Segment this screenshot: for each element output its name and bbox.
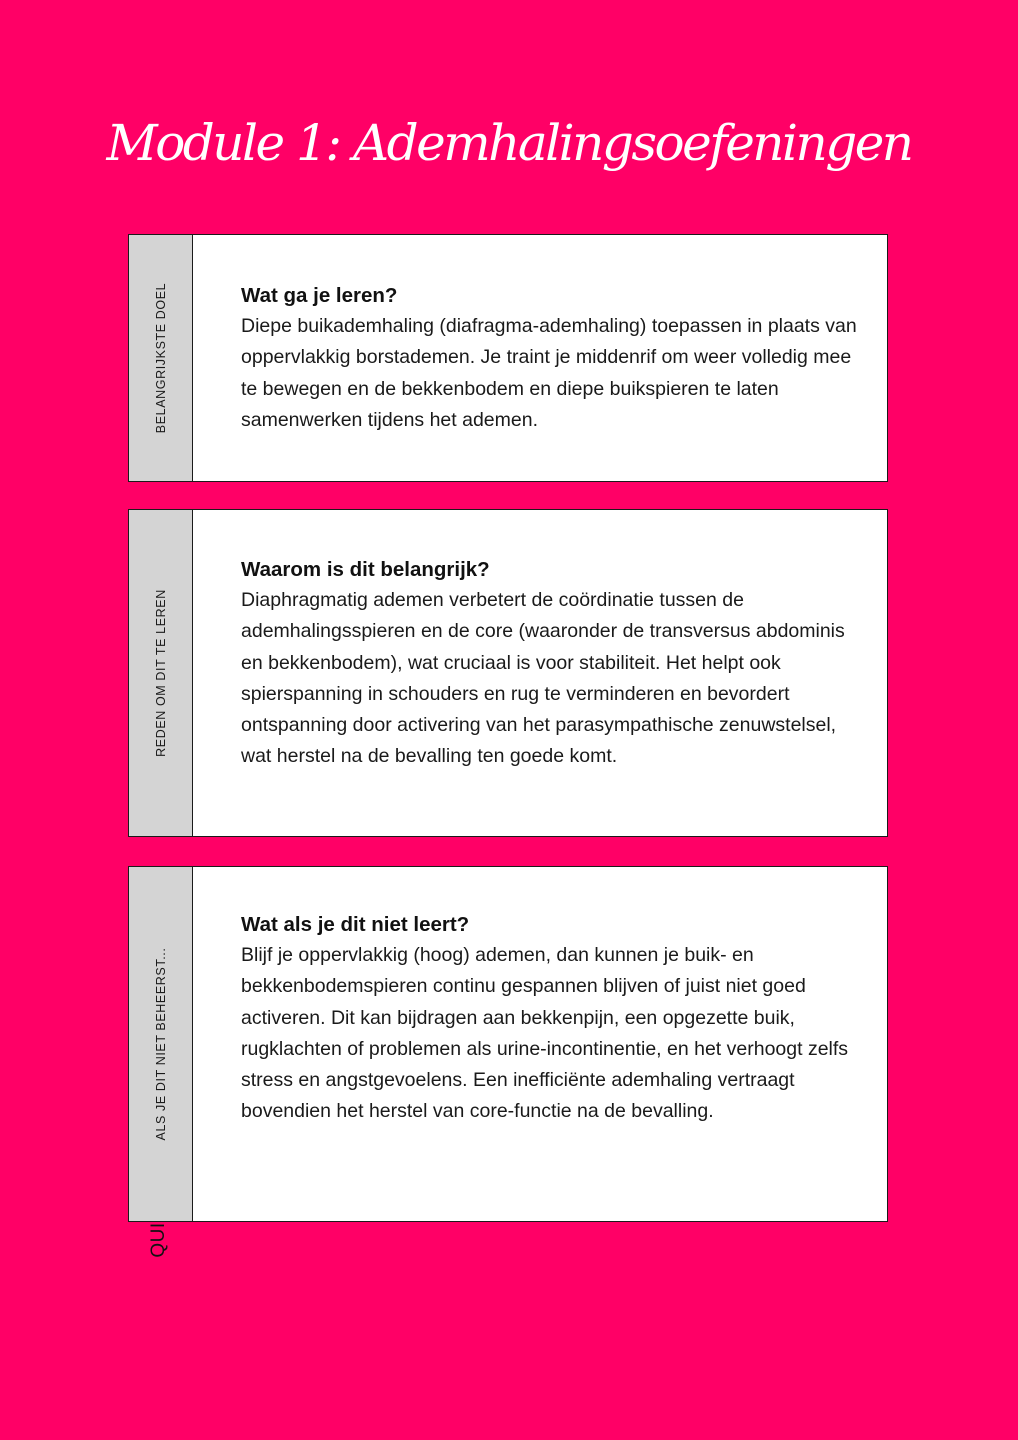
info-card-main-goal (128, 234, 888, 482)
info-card-consequences (128, 866, 888, 1222)
card-side-label: ALS JE DIT NIET BEHEERST... (154, 947, 168, 1141)
card-content (241, 909, 863, 1128)
card-side-tab (129, 510, 193, 836)
page-title: Module 1: Ademhalingsoefeningen (106, 114, 912, 172)
card-body-text: Diepe buikademhaling (diafragma-ademhaling) toepassen in plaats van oppervlakkig borstademen. Je traint je middenrif om weer volledig mee te bewegen en de bekkenbodem en diepe buikspieren te laten samenwerken tijdens het ademen. (241, 315, 857, 431)
card-body-text: Diaphragmatig ademen verbetert de coördinatie tussen de ademhalingsspieren en de core (waaronder de transversus abdominis en bekkenbodem), wat cruciaal is voor stabiliteit. Het helpt ook spierspanning in schouders en rug te verminderen en bevordert ontspanning door activering van het parasympathische zenuwstelsel, wat herstel na de bevalling ten goede komt. (241, 589, 845, 768)
info-card-reason (128, 509, 888, 837)
card-heading: Wat als je dit niet leert? (241, 913, 470, 936)
card-content (241, 554, 863, 773)
card-heading: Waarom is dit belangrijk? (241, 558, 490, 581)
card-side-label: BELANGRIJKSTE DOEL (154, 282, 168, 434)
overflow-text: QUI (148, 1222, 169, 1258)
card-side-tab (129, 867, 193, 1221)
card-content (241, 280, 863, 436)
card-heading: Wat ga je leren? (241, 284, 398, 307)
card-side-label: REDEN OM DIT TE LEREN (154, 589, 168, 757)
card-body-text: Blijf je oppervlakkig (hoog) ademen, dan kunnen je buik- en bekkenbodemspieren continu gespannen blijven of juist niet goed activeren. Dit kan bijdragen aan bekkenpijn, een opgezette buik, rugklachten of problemen als urine-incontinentie, en het verhoogt zelfs stress en angstgevoelens. Een inefficiënte ademhaling vertraagt bovendien het herstel van core-functie na de bevalling. (241, 944, 849, 1123)
card-side-tab (129, 235, 193, 481)
